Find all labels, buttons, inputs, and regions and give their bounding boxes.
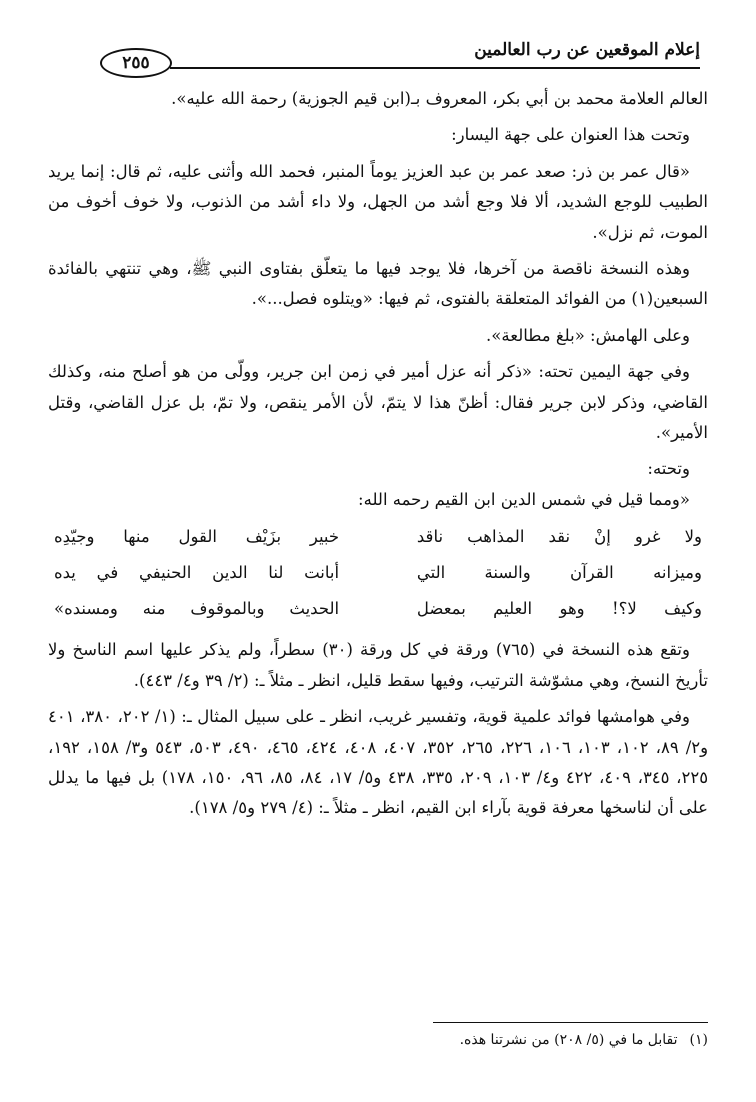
verse-row: [48, 519, 708, 555]
paragraph-2: وتحت هذا العنوان على جهة اليسار:: [451, 125, 690, 145]
paragraph-6: وفي جهة اليمين تحته: «ذكر أنه عزل أمير في زمن ابن جرير، وولّى من هو أصلح منه، وكذلك القاضي، وذكر لابن جرير فقال: أظنّ هذا لا يتمّ، لأن الأمر ينقص، ولا تمّ، بل عزل القاضي، وقتل الأمير».: [48, 362, 708, 443]
paragraph-8: «ومما قيل في شمس الدين ابن القيم رحمه الله:: [358, 489, 690, 509]
verse-row: [48, 555, 708, 591]
verse-left-hemistich: الحديث وبالموقوف منه ومسنده»: [54, 599, 340, 619]
footnote-text: تقابل ما في (٥/ ٢٠٨) من نشرتنا هذه.: [459, 1032, 678, 1048]
header-rule: [170, 67, 700, 69]
verse-right-hemistich: وميزانه القرآن والسنة التي: [416, 563, 702, 583]
paragraph-1: العالم العلامة محمد بن أبي بكر، المعروف بـ(ابن قيم الجوزية) رحمة الله عليه».: [171, 89, 708, 108]
paragraph-5: وعلى الهامش: «بلغ مطالعة».: [486, 325, 690, 345]
paragraph-4: وهذه النسخة ناقصة من آخرها، فلا يوجد فيها ما يتعلّق بفتاوى النبي ﷺ، وهي تنتهي بالفائدة السبعين(١) من الفوائد المتعلقة بالفتوى، ثم فيها: «ويتلوه فصل...».: [48, 259, 708, 309]
main-text: [48, 84, 708, 830]
poem: [48, 519, 708, 627]
paragraph-9: وتقع هذه النسخة في (٧٦٥) ورقة في كل ورقة (٣٠) سطراً، ولم يذكر عليها اسم الناسخ ولا تأريخ النسخ، وهي مشوّشة الترتيب، وفيها سقط قليل، انظر ـ مثلاً ـ: (٢/ ٣٩ و٤/ ٤٤٣).: [48, 640, 708, 690]
footnote-rule: [433, 1022, 708, 1023]
paragraph-7: وتحته:: [647, 459, 690, 479]
running-title: إعلام الموقعين عن رب العالمين: [474, 40, 700, 60]
paragraph-3: «قال عمر بن ذر: صعد عمر بن عبد العزيز يوماً المنبر، فحمد الله وأثنى عليه، ثم قال: إنما يريد الطبيب للوجع الشديد، ألا فلا وجع أشد من الجهل، ولا داء أشد من الذنوب، ولا خوف أخوف من الموت، ثم نزل».: [48, 161, 708, 242]
paragraph-10: وفي هوامشها فوائد علمية قوية، وتفسير غريب، انظر ـ على سبيل المثال ـ: (١/ ٢٠٢، ٣٨٠، ٤٠١ و٢/ ٨٩، ١٠٢، ١٠٣، ١٠٦، ٢٢٦، ٢٦٥، ٣٥٢، ٤٠٧، ٤٠٨، ٤٢٤، ٤٦٥، ٤٩٠، ٥٠٣، ٥٤٣ و٣/ ١٥٨، ١٩٢، ٢٢٥، ٣٤٥، ٤٠٩، ٤٢٢ و٤/ ١٠٣، ٢٠٩، ٣٣٥، ٤٣٨ و٥/ ١٧، ٨٤، ٨٥، ٩٦، ١٥٠، ١٧٨) بل فيها ما يدلل على أن لناسخها معرفة قوية بآراء ابن القيم، انظر ـ مثلاً ـ: (٤/ ٢٧٩ و٥/ ١٧٨).: [48, 707, 709, 818]
page-number: ٢٥٥: [100, 48, 172, 78]
page-header: [100, 38, 700, 74]
verse-left-hemistich: خبير بزَيْف القول منها وجيّدِه: [54, 527, 340, 547]
verse-left-hemistich: أبانت لنا الدين الحنيفي في يده: [54, 563, 340, 583]
verse-right-hemistich: ولا غرو إنْ نقد المذاهب ناقد: [416, 527, 702, 547]
verse-row: [48, 591, 708, 627]
footnote: [48, 1030, 708, 1050]
footnote-number: (١): [689, 1032, 708, 1048]
verse-right-hemistich: وكيف لا؟! وهو العليم بمعضل: [416, 599, 702, 619]
